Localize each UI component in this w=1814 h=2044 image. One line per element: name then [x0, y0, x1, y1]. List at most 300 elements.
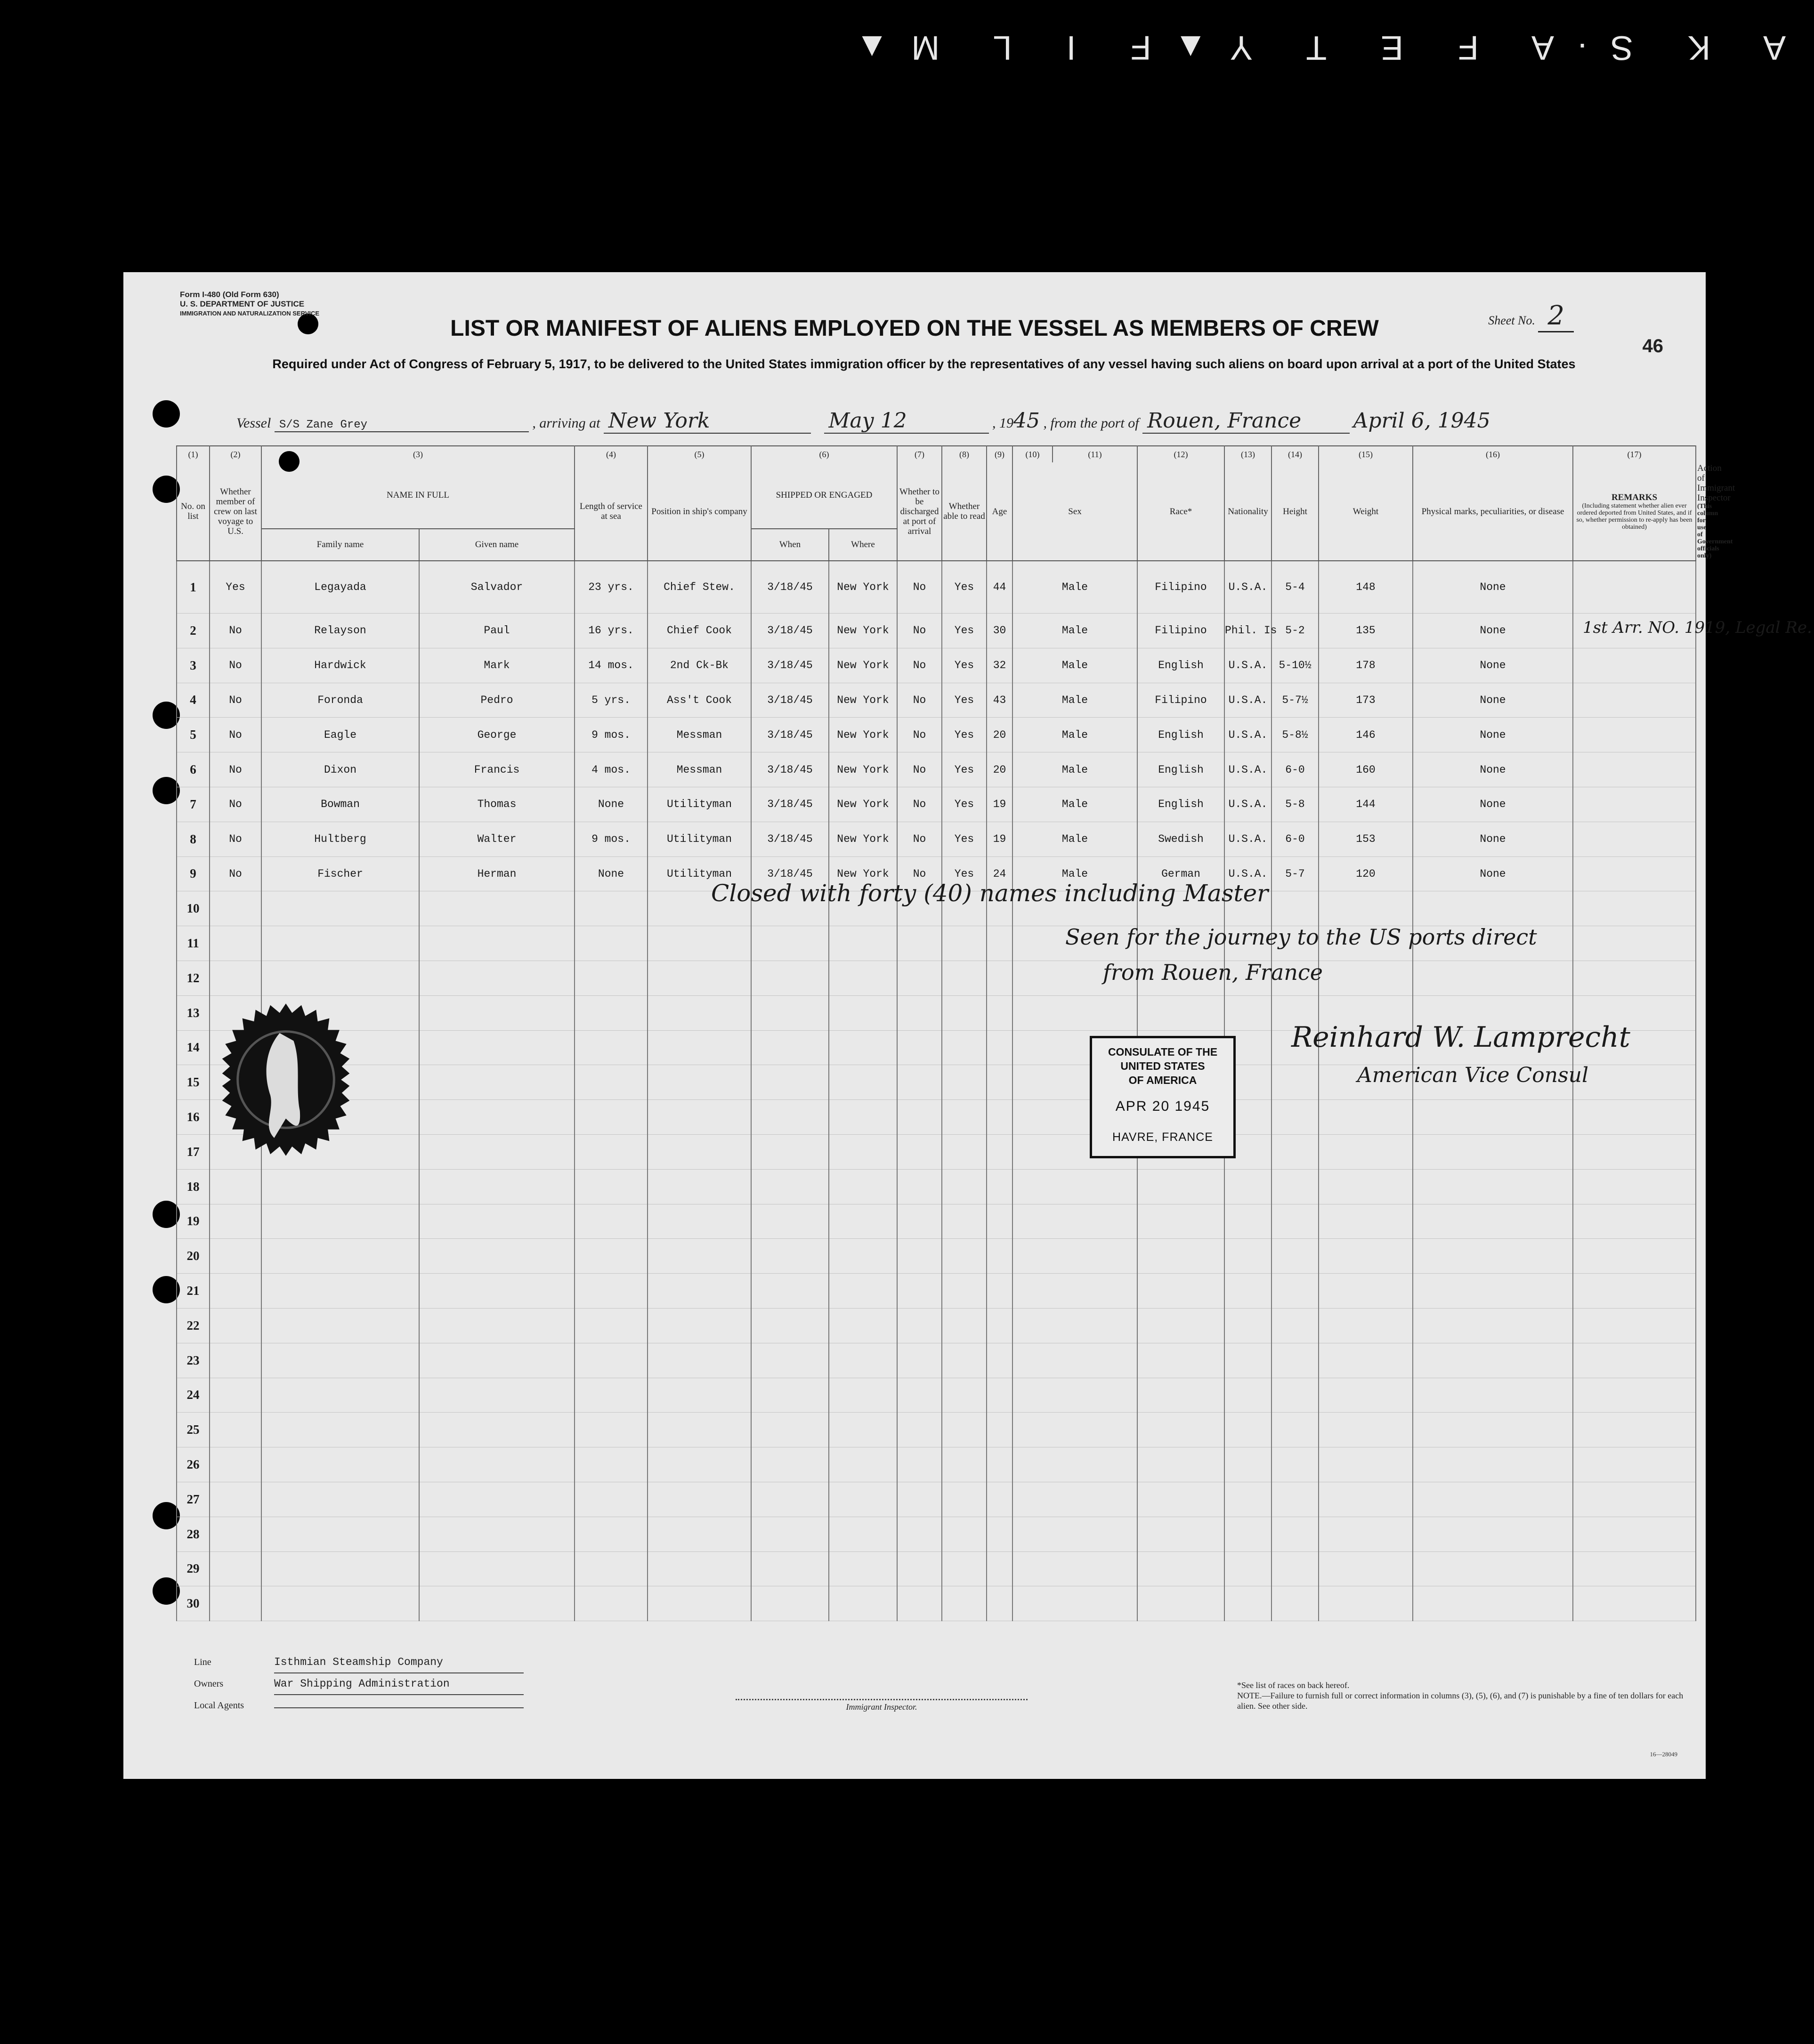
- height: 6-0: [1271, 752, 1319, 787]
- empty-cell: [1319, 1343, 1413, 1378]
- age: 20: [987, 718, 1012, 752]
- sex: Male: [1012, 718, 1137, 752]
- list-no: 15: [177, 1065, 210, 1100]
- line-value: Isthmian Steamship Company: [274, 1652, 524, 1673]
- empty-cell: [1413, 1551, 1573, 1586]
- empty-cell: [261, 1308, 419, 1343]
- table-row: [177, 1204, 1696, 1239]
- prior-voyage: No: [210, 718, 261, 752]
- empty-cell: [210, 961, 261, 995]
- nationality: U.S.A.: [1224, 718, 1271, 752]
- header-height: Height: [1271, 462, 1319, 561]
- empty-cell: [648, 1308, 751, 1343]
- shipped-when: 3/18/45: [751, 856, 829, 891]
- table-row: [177, 1551, 1696, 1586]
- given-name: Salvador: [419, 561, 575, 614]
- header-where: Where: [829, 529, 897, 561]
- empty-cell: [1413, 891, 1573, 926]
- empty-cell: [1271, 1378, 1319, 1413]
- table-row: [177, 1343, 1696, 1378]
- empty-cell: [648, 1447, 751, 1482]
- list-no: 1: [177, 561, 210, 614]
- empty-cell: [419, 891, 575, 926]
- empty-cell: [1224, 1308, 1271, 1343]
- footer-fields: [194, 1652, 524, 1716]
- sex: Male: [1012, 561, 1137, 614]
- remarks: [1573, 561, 1696, 614]
- closing-note: Closed with forty (40) names including Master: [711, 880, 1269, 907]
- col-num: (12): [1137, 446, 1224, 462]
- empty-cell: [1012, 1308, 1137, 1343]
- empty-cell: [210, 891, 261, 926]
- header-when: When: [751, 529, 829, 561]
- agents-label: Local Agents: [194, 1700, 244, 1711]
- empty-cell: [751, 1030, 829, 1065]
- able-to-read: Yes: [942, 614, 987, 648]
- empty-cell: [942, 1134, 987, 1169]
- empty-cell: [261, 1274, 419, 1309]
- empty-cell: [1573, 926, 1696, 961]
- table-row: [177, 1134, 1696, 1169]
- empty-cell: [1573, 1413, 1696, 1447]
- empty-cell: [1319, 1551, 1413, 1586]
- empty-cell: [829, 1308, 897, 1343]
- prior-voyage: No: [210, 614, 261, 648]
- punch-hole: [153, 400, 180, 428]
- header-shipped: SHIPPED OR ENGAGED: [751, 462, 897, 529]
- empty-cell: [648, 1065, 751, 1100]
- family-name: Dixon: [261, 752, 419, 787]
- nationality: U.S.A.: [1224, 787, 1271, 822]
- family-name: Relayson: [261, 614, 419, 648]
- table-row: [177, 1239, 1696, 1274]
- list-no: 18: [177, 1169, 210, 1204]
- table-row: [177, 1308, 1696, 1343]
- empty-cell: [575, 1482, 648, 1517]
- weight: 135: [1319, 614, 1413, 648]
- empty-cell: [1319, 1239, 1413, 1274]
- height: 5-8: [1271, 787, 1319, 822]
- empty-cell: [575, 1169, 648, 1204]
- empty-cell: [942, 1413, 987, 1447]
- empty-cell: [829, 1378, 897, 1413]
- empty-cell: [987, 1447, 1012, 1482]
- consul-signature: Reinhard W. Lamprecht: [1291, 1021, 1630, 1054]
- empty-cell: [648, 926, 751, 961]
- shipped-when: 3/18/45: [751, 822, 829, 856]
- race: Swedish: [1137, 822, 1224, 856]
- empty-cell: [829, 926, 897, 961]
- shipped-where: New York: [829, 648, 897, 683]
- table-row: [177, 648, 1696, 683]
- table-row: [177, 614, 1696, 648]
- remarks: [1573, 856, 1696, 891]
- empty-cell: [1573, 1517, 1696, 1551]
- empty-cell: [261, 1204, 419, 1239]
- given-name: Walter: [419, 822, 575, 856]
- empty-cell: [1573, 961, 1696, 995]
- empty-cell: [1319, 1517, 1413, 1551]
- empty-cell: [575, 1447, 648, 1482]
- empty-cell: [261, 1169, 419, 1204]
- empty-cell: [210, 1169, 261, 1204]
- consul-title: American Vice Consul: [1357, 1063, 1589, 1087]
- given-name: Paul: [419, 614, 575, 648]
- empty-cell: [987, 1378, 1012, 1413]
- shipped-where: New York: [829, 561, 897, 614]
- empty-cell: [1413, 1204, 1573, 1239]
- nationality: Phil. Is: [1224, 614, 1271, 648]
- empty-cell: [261, 1517, 419, 1551]
- position: Chief Cook: [648, 614, 751, 648]
- arriving-label: , arriving at: [532, 415, 600, 431]
- empty-cell: [419, 1100, 575, 1135]
- empty-cell: [1573, 1308, 1696, 1343]
- empty-cell: [942, 1169, 987, 1204]
- departure-port: Rouen, France: [1142, 409, 1350, 434]
- film-edge-code: A K S·A F E T Y▲F I L M▲: [832, 29, 1786, 66]
- empty-cell: [1137, 1204, 1224, 1239]
- empty-cell: [1573, 1482, 1696, 1517]
- empty-cell: [1319, 891, 1413, 926]
- able-to-read: Yes: [942, 683, 987, 718]
- empty-cell: [987, 995, 1012, 1030]
- crew-table: (1) (2) (3) (4) (5) (6) (7) (8) (9) (10) (11) (12) (13) (14) (15) (16) (17) No. on list Whether member of crew on last voyage to U.S. NAME IN FULL Length of service at sea Position in ship's company SHIPPED OR ENGAGED Whether to be discharged at port of arrival Whether able to read Age Sex Race* Nationality Height Weight Physical marks, peculiarities, or disease REMARKS (Including statement whether alien ever ordered deported from United States, and if so, whether permission to re-apply has been obtained) Action of Immigrant Inspector (This column for use of Government officials only) Family name Given name When Where 1 Yes Legayada Salvador 23 yrs. Chief Stew. 3/18/45 New York No Yes 44 Male Filipino U.S.A. 5-4 148 None 2 No Relayson Paul 16 yrs. Chief Cook 3/18/45 New York No Yes 30 Male Filipino Phil. Is 5-2 135 None 1st Arr. NO. 1919, Legal Re. 3 No Hardwick Mark 14 mos. 2nd Ck-Bk 3/18/45 New York No Yes 32 Male English U.S.A. 5-10½ 178 None 4 No Foronda Pedro 5 yrs. Ass't Cook 3/18/45 New York No Yes 43 Male Filipino U.S.A. 5-7½ 173 None 5 No Eagle George 9 mos. Messman 3/18/45 New York No Yes 20 Male English U.S.A. 5-8½ 146 None 6 No Dixon Francis 4 mos. Messman 3/18/45 New York No Yes 20 Male English U.S.A. 6-0 160 None 7 No Bowman Thomas None Utilityman 3/18/45 New York No Yes 19 Male English U.S.A. 5-8 144 None 8 No Hultberg Walter 9 mos. Utilityman 3/18/45 New York No Yes 19 Male Swedish U.S.A. 6-0 153 None 9 No Fischer Herman None Utilityman 3/18/45 New York No Yes 24 Male German U.S.A. 5-7 120 None 10 11 12 13 14 15 16 17 18 19 20 21 22 23 24 25 26 27 28 29 30: [176, 445, 1696, 1621]
- physical-marks: None: [1413, 614, 1573, 648]
- empty-cell: [419, 1308, 575, 1343]
- nationality: U.S.A.: [1224, 648, 1271, 683]
- empty-cell: [1012, 1586, 1137, 1621]
- empty-cell: [1224, 995, 1271, 1030]
- empty-cell: [987, 1169, 1012, 1204]
- empty-cell: [829, 961, 897, 995]
- empty-cell: [942, 1586, 987, 1621]
- empty-cell: [942, 926, 987, 961]
- empty-cell: [829, 995, 897, 1030]
- empty-cell: [897, 1239, 942, 1274]
- department-name: U. S. DEPARTMENT OF JUSTICE: [180, 299, 305, 308]
- form-number: Form I-480 (Old Form 630): [180, 290, 279, 299]
- empty-cell: [1271, 1274, 1319, 1309]
- empty-cell: [1224, 1586, 1271, 1621]
- list-no: 6: [177, 752, 210, 787]
- col-num: (16): [1413, 446, 1573, 462]
- vessel-line: [236, 409, 1696, 434]
- empty-cell: [261, 926, 419, 961]
- list-no: 12: [177, 961, 210, 995]
- empty-cell: [1224, 1343, 1271, 1378]
- empty-cell: [1137, 1239, 1224, 1274]
- empty-cell: [1271, 1065, 1319, 1100]
- prior-voyage: No: [210, 752, 261, 787]
- empty-cell: [829, 1169, 897, 1204]
- empty-cell: [1137, 1343, 1224, 1378]
- empty-cell: [751, 1586, 829, 1621]
- weight: 160: [1319, 752, 1413, 787]
- inspector-signature-line: Immigrant Inspector.: [736, 1699, 1028, 1712]
- empty-cell: [829, 1239, 897, 1274]
- empty-cell: [751, 1447, 829, 1482]
- empty-cell: [1573, 1134, 1696, 1169]
- empty-cell: [897, 926, 942, 961]
- empty-cell: [942, 961, 987, 995]
- family-name: Bowman: [261, 787, 419, 822]
- col-num: (1): [177, 446, 210, 462]
- empty-cell: [987, 1134, 1012, 1169]
- empty-cell: [942, 1378, 987, 1413]
- sex: Male: [1012, 648, 1137, 683]
- stamp-consulate: CONSULATE OF THE UNITED STATES: [1108, 1046, 1218, 1072]
- empty-cell: [942, 1551, 987, 1586]
- nationality: U.S.A.: [1224, 752, 1271, 787]
- empty-cell: [575, 1239, 648, 1274]
- empty-cell: [829, 1551, 897, 1586]
- age: 32: [987, 648, 1012, 683]
- empty-cell: [897, 1447, 942, 1482]
- discharge: No: [897, 614, 942, 648]
- empty-cell: [1271, 891, 1319, 926]
- owners-label: Owners: [194, 1679, 224, 1689]
- empty-cell: [987, 1239, 1012, 1274]
- race: Filipino: [1137, 614, 1224, 648]
- empty-cell: [1012, 1517, 1137, 1551]
- age: 19: [987, 787, 1012, 822]
- empty-cell: [1573, 1239, 1696, 1274]
- empty-cell: [210, 1204, 261, 1239]
- shipped-where: New York: [829, 787, 897, 822]
- stamp-country: OF AMERICA: [1128, 1074, 1197, 1086]
- empty-cell: [751, 1169, 829, 1204]
- age: 19: [987, 822, 1012, 856]
- header-list-no: No. on list: [177, 462, 210, 561]
- discharge: No: [897, 683, 942, 718]
- empty-cell: [751, 1308, 829, 1343]
- empty-cell: [575, 1204, 648, 1239]
- empty-cell: [261, 1239, 419, 1274]
- empty-cell: [1012, 1169, 1137, 1204]
- empty-cell: [987, 1413, 1012, 1447]
- service-length: 16 yrs.: [575, 614, 648, 648]
- agents-field: [194, 1695, 524, 1716]
- empty-cell: [210, 1239, 261, 1274]
- empty-cell: [897, 1169, 942, 1204]
- sex: Male: [1012, 752, 1137, 787]
- print-code: 16—28049: [1650, 1751, 1677, 1758]
- list-no: 24: [177, 1378, 210, 1413]
- empty-cell: [1319, 1274, 1413, 1309]
- empty-cell: [261, 1482, 419, 1517]
- table-row: [177, 1447, 1696, 1482]
- empty-cell: [751, 1378, 829, 1413]
- empty-cell: [1224, 1204, 1271, 1239]
- origin-note: from Rouen, France: [1103, 960, 1323, 985]
- race: English: [1137, 752, 1224, 787]
- agents-value: [274, 1707, 524, 1708]
- empty-cell: [987, 1065, 1012, 1100]
- service-name: IMMIGRATION AND NATURALIZATION SERVICE: [180, 310, 320, 317]
- empty-cell: [1224, 1378, 1271, 1413]
- empty-cell: [751, 995, 829, 1030]
- empty-cell: [751, 1065, 829, 1100]
- empty-cell: [829, 1100, 897, 1135]
- empty-cell: [1413, 1378, 1573, 1413]
- list-no: 29: [177, 1551, 210, 1586]
- empty-cell: [210, 1482, 261, 1517]
- empty-cell: [1224, 1447, 1271, 1482]
- document-subtitle: Required under Act of Congress of February 5, 1917, to be delivered to the United States immigration officer by the representatives of any vessel having such aliens on board upon arrival at a port of the United States: [272, 357, 1576, 371]
- empty-cell: [1271, 1551, 1319, 1586]
- departure-date: April 6, 1945: [1353, 409, 1490, 433]
- service-length: None: [575, 787, 648, 822]
- empty-cell: [1413, 1274, 1573, 1309]
- col-num: (11): [1053, 446, 1137, 462]
- prior-voyage: No: [210, 822, 261, 856]
- nationality: U.S.A.: [1224, 822, 1271, 856]
- shipped-where: New York: [829, 614, 897, 648]
- physical-marks: None: [1413, 787, 1573, 822]
- discharge: No: [897, 856, 942, 891]
- height: 5-8½: [1271, 718, 1319, 752]
- empty-cell: [1012, 1274, 1137, 1309]
- empty-cell: [648, 1586, 751, 1621]
- stamp-date: APR 20 1945: [1115, 1099, 1210, 1114]
- empty-cell: [210, 926, 261, 961]
- age: 24: [987, 856, 1012, 891]
- empty-cell: [575, 1517, 648, 1551]
- list-no: 20: [177, 1239, 210, 1274]
- empty-cell: [829, 1204, 897, 1239]
- table-row: [177, 1274, 1696, 1309]
- empty-cell: [1271, 1343, 1319, 1378]
- empty-cell: [1137, 1274, 1224, 1309]
- journey-note: Seen for the journey to the US ports direct: [1065, 924, 1537, 950]
- position: Chief Stew.: [648, 561, 751, 614]
- able-to-read: Yes: [942, 718, 987, 752]
- empty-cell: [648, 1413, 751, 1447]
- service-length: 9 mos.: [575, 718, 648, 752]
- empty-cell: [1573, 1274, 1696, 1309]
- physical-marks: None: [1413, 822, 1573, 856]
- empty-cell: [829, 1413, 897, 1447]
- empty-cell: [210, 1447, 261, 1482]
- remarks: [1573, 614, 1812, 648]
- empty-cell: [1319, 1447, 1413, 1482]
- empty-cell: [1319, 1134, 1413, 1169]
- col-num: (9): [987, 446, 1012, 462]
- col-num: (13): [1224, 446, 1271, 462]
- empty-cell: [942, 1274, 987, 1309]
- header-remarks: [1573, 462, 1696, 561]
- empty-cell: [987, 1517, 1012, 1551]
- empty-cell: [751, 961, 829, 995]
- footer-notes: [1237, 1680, 1689, 1711]
- empty-cell: [751, 926, 829, 961]
- list-no: 14: [177, 1030, 210, 1065]
- empty-cell: [1137, 1517, 1224, 1551]
- shipped-where: New York: [829, 718, 897, 752]
- weight: 153: [1319, 822, 1413, 856]
- table-row: [177, 1517, 1696, 1551]
- empty-cell: [1413, 1134, 1573, 1169]
- empty-cell: [261, 891, 419, 926]
- empty-cell: [1224, 1239, 1271, 1274]
- empty-cell: [575, 1413, 648, 1447]
- empty-cell: [1573, 1586, 1696, 1621]
- empty-cell: [261, 1586, 419, 1621]
- list-no: 8: [177, 822, 210, 856]
- sex: Male: [1012, 614, 1137, 648]
- remarks: [1573, 718, 1696, 752]
- empty-cell: [648, 1378, 751, 1413]
- empty-cell: [261, 1413, 419, 1447]
- empty-cell: [419, 1065, 575, 1100]
- table-row: [177, 1586, 1696, 1621]
- col-num: (6): [751, 446, 897, 462]
- remarks-handwritten: 1st Arr. NO. 1919, Legal Re.: [1583, 618, 1812, 637]
- able-to-read: Yes: [942, 856, 987, 891]
- physical-marks: None: [1413, 561, 1573, 614]
- vessel-name: S/S Zane Grey: [275, 419, 529, 432]
- position: Utilityman: [648, 787, 751, 822]
- empty-cell: [1137, 995, 1224, 1030]
- empty-cell: [1573, 1065, 1696, 1100]
- empty-cell: [1319, 961, 1413, 995]
- empty-cell: [1137, 1413, 1224, 1447]
- discharge: No: [897, 787, 942, 822]
- empty-cell: [1271, 1100, 1319, 1135]
- empty-cell: [1573, 891, 1696, 926]
- service-length: None: [575, 856, 648, 891]
- physical-marks: None: [1413, 856, 1573, 891]
- empty-cell: [648, 1274, 751, 1309]
- shipped-where: New York: [829, 856, 897, 891]
- list-no: 28: [177, 1517, 210, 1551]
- service-length: 5 yrs.: [575, 683, 648, 718]
- sex: Male: [1012, 856, 1137, 891]
- weight: 173: [1319, 683, 1413, 718]
- empty-cell: [1319, 1482, 1413, 1517]
- empty-cell: [1012, 1239, 1137, 1274]
- empty-cell: [419, 1169, 575, 1204]
- family-name: Legayada: [261, 561, 419, 614]
- empty-cell: [648, 995, 751, 1030]
- empty-cell: [1012, 1413, 1137, 1447]
- empty-cell: [1413, 1482, 1573, 1517]
- table-row: [177, 1169, 1696, 1204]
- empty-cell: [1413, 1447, 1573, 1482]
- empty-cell: [419, 1586, 575, 1621]
- page-number: 46: [1642, 336, 1663, 356]
- table-row: [177, 718, 1696, 752]
- empty-cell: [1413, 1239, 1573, 1274]
- physical-marks: None: [1413, 718, 1573, 752]
- empty-cell: [575, 1343, 648, 1378]
- table-row: [177, 1100, 1696, 1135]
- remarks-title: REMARKS: [1611, 492, 1658, 502]
- sex: Male: [1012, 822, 1137, 856]
- list-no: 10: [177, 891, 210, 926]
- table-row: [177, 822, 1696, 856]
- header-race: Race*: [1137, 462, 1224, 561]
- list-no: 30: [177, 1586, 210, 1621]
- header-age: Age: [987, 462, 1012, 561]
- shipped-when: 3/18/45: [751, 752, 829, 787]
- shipped-where: New York: [829, 822, 897, 856]
- empty-cell: [751, 1100, 829, 1135]
- position: Messman: [648, 718, 751, 752]
- stamp-place: HAVRE, FRANCE: [1112, 1131, 1213, 1144]
- race: German: [1137, 856, 1224, 891]
